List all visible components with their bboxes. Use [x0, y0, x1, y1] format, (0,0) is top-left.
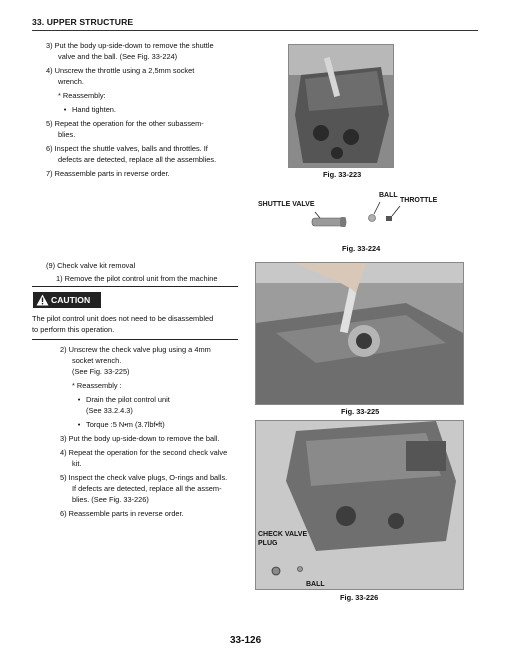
reassembly-note: * Reassembly :: [72, 381, 122, 390]
caution-badge: [33, 292, 101, 308]
bullet-icon: •: [77, 420, 81, 429]
bullet-item: [60, 394, 260, 405]
warning-triangle-icon: [33, 292, 51, 308]
step-text: valve and the ball. (See Fig. 33-224): [58, 52, 178, 61]
check-valve-plug-removal-photo: [256, 263, 463, 404]
caution-text: [32, 313, 213, 335]
bullet-subtext: (See 33.2.4.3): [86, 406, 133, 415]
figure-225-caption: Fig. 33-225: [341, 407, 380, 416]
bullet-item: [60, 419, 260, 430]
step-text: blies.: [58, 130, 76, 139]
figure-225-image: [255, 262, 464, 405]
step-text: (See Fig. 33-225): [72, 367, 130, 376]
step-text: 5) Inspect the check valve plugs, O-rings and balls.: [60, 473, 228, 482]
ball-label-226: BALL: [306, 581, 325, 588]
step-text: 3) Put the body up-side-down to remove the ball.: [60, 434, 220, 443]
bullet-item: [46, 104, 246, 115]
step-text: blies. (See Fig. 33-226): [72, 495, 149, 504]
pilot-control-unit-photo: [256, 421, 463, 589]
step-text: 1) Remove the pilot control unit from the machine: [56, 274, 218, 283]
step-text: 2) Unscrew the check valve plug using a 4mm: [60, 345, 211, 354]
step-text: socket wrench.: [72, 356, 122, 365]
bullet-text: Torque :5 N•m (3.7lbf•ft): [86, 420, 165, 429]
check-valve-plug-label-line2: PLUG: [258, 540, 278, 547]
shuttle-valve-body-photo: [289, 45, 393, 167]
step-text: If defects are detected, replace all the assem-: [72, 484, 222, 493]
figure-226-caption: Fig. 33-226: [340, 593, 379, 602]
step-text: 7) Reassemble parts in reverse order.: [46, 169, 170, 178]
bullet-icon: •: [63, 105, 67, 114]
bullet-text: Drain the pilot control unit: [86, 395, 170, 404]
step-text: wrench.: [58, 77, 84, 86]
step-text: 5) Repeat the operation for the other subassem-: [46, 119, 204, 128]
reassembly-note: * Reassembly:: [58, 91, 106, 100]
caution-text-line: The pilot control unit does not need to be disassembled: [32, 314, 214, 323]
caution-label: CAUTION: [51, 295, 91, 305]
figure-223-image: [288, 44, 394, 168]
bullet-text: Hand tighten.: [72, 105, 116, 114]
header-rule: [32, 30, 478, 31]
step-text: 3) Put the body up-side-down to remove the shuttle: [46, 41, 214, 50]
caution-rule-top: [32, 286, 238, 287]
check-valve-plug-label-line1: CHECK VALVE: [258, 531, 308, 538]
instructions-block-1: [46, 40, 246, 179]
caution-text-line: to perform this operation.: [32, 325, 115, 334]
ball-label: BALL: [379, 192, 398, 199]
figure-224-caption: Fig. 33-224: [342, 244, 381, 253]
check-valve-plug-label: [258, 530, 307, 548]
instructions-block-2: [46, 260, 246, 284]
step-text: kit.: [72, 459, 82, 468]
shuttle-valve-parts-illustration: [300, 196, 410, 230]
throttle-label: THROTTLE: [400, 197, 438, 204]
step-text: 4) Repeat the operation for the second check valve: [60, 448, 228, 457]
instructions-block-3: [60, 344, 260, 519]
step-text: 6) Reassemble parts in reverse order.: [60, 509, 184, 518]
step-text: 4) Unscrew the throttle using a 2,5mm socket: [46, 66, 195, 75]
shuttle-valve-label: SHUTTLE VALVE: [258, 201, 315, 208]
page-number: 33-126: [230, 635, 262, 646]
caution-rule-bottom: [32, 339, 238, 340]
subsection-title: (9) Check valve kit removal: [46, 261, 136, 270]
section-title: 33. UPPER STRUCTURE: [32, 17, 134, 27]
step-text: 6) Inspect the shuttle valves, balls and throttles. If: [46, 144, 208, 153]
step-text: defects are detected, replace all the assemblies.: [58, 155, 217, 164]
bullet-icon: •: [77, 395, 81, 404]
figure-223-caption: Fig. 33-223: [323, 170, 362, 179]
figure-226-image: [255, 420, 464, 590]
